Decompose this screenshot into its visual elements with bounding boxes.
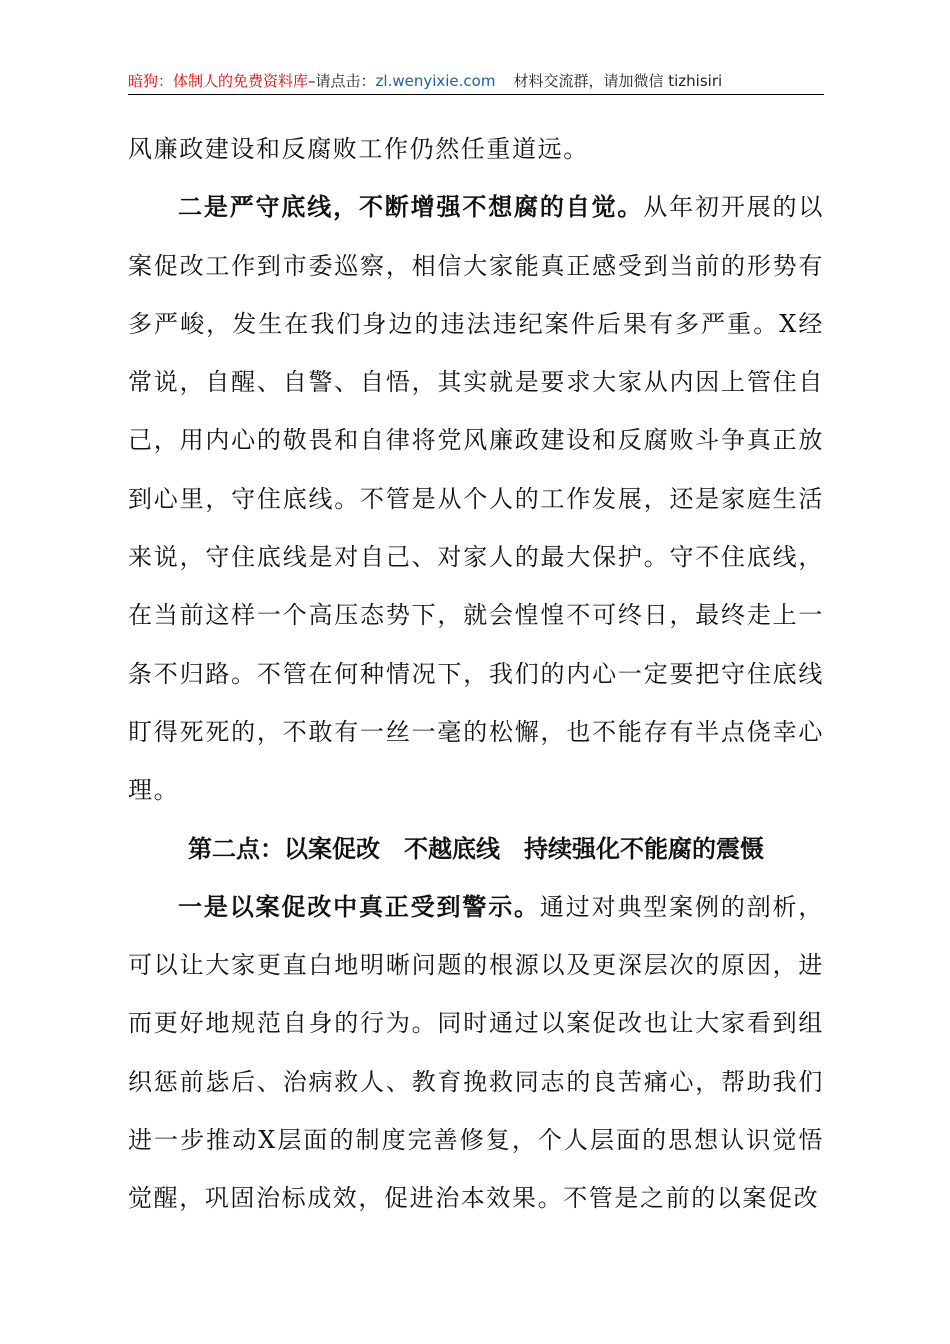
page-header: [128, 68, 824, 94]
header-divider: [128, 94, 824, 95]
paragraph-point-two-lead: 二是严守底线，不断增强不想腐的自觉。: [178, 192, 644, 222]
paragraph-continuation: 风廉政建设和反腐败工作仍然任重道远。: [128, 135, 589, 163]
header-wechat-note: 材料交流群，请加微信 tizhisiri: [513, 72, 723, 90]
header-click-prompt: –请点击：: [308, 72, 376, 90]
paragraph-point-one: [128, 878, 824, 1228]
section-heading: 第二点：以案促改 不越底线 持续强化不能腐的震慑: [188, 834, 764, 863]
paragraph-point-two: [128, 178, 824, 819]
paragraph-point-one-lead: 一是以案促改中真正受到警示。: [178, 891, 540, 921]
paragraph-point-one-body: 通过对典型案例的剖析，可以让大家更直白地明晰问题的根源以及更深层次的原因，进而更好地规范自身的行为。同时通过以案促改也让大家看到组织惩前毖后、治病救人、教育挽救同志的良苦痛心，帮助我们进一步推动X层面的制度完善修复，个人层面的思想认识觉悟觉醒，巩固治标成效，促进治本效果。不管是之前的以案促改: [128, 892, 824, 1213]
paragraph-point-two-body: 从年初开展的以案促改工作到市委巡察，相信大家能真正感受到当前的形势有多严峻，发生在我们身边的违法违纪案件后果有多严重。X经常说，自醒、自警、自悟，其实就是要求大家从内因上管住自己，用内心的敬畏和自律将党风廉政建设和反腐败斗争真正放到心里，守住底线。不管是从个人的工作发展，还是家庭生活来说，守住底线是对自己、对家人的最大保护。守不住底线，在当前这样一个高压态势下，就会惶惶不可终日，最终走上一条不归路。不管在何种情况下，我们的内心一定要把守住底线盯得死死的，不敢有一丝一毫的松懈，也不能存有半点侥幸心理。: [128, 193, 824, 805]
header-url-link[interactable]: zl.wenyixie.com: [375, 72, 496, 90]
header-site-name: 暗狗：体制人的免费资料库: [128, 72, 309, 90]
document-body: [128, 120, 824, 1228]
